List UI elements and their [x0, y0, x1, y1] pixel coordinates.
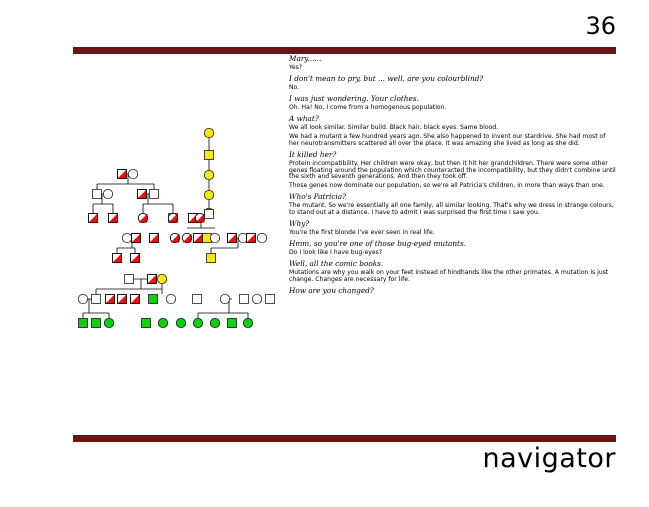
pedigree-male — [150, 234, 159, 243]
page-number: 36 — [585, 12, 616, 40]
pedigree-female — [122, 233, 131, 242]
footer-rule — [73, 435, 616, 442]
dialogue-question: A what? — [289, 113, 319, 123]
pedigree-female — [78, 294, 87, 303]
dialogue-answer: Do I look like I have bug-eyes? — [289, 248, 383, 256]
dialogue-answer: You're the first blonde I've ever seen in real life. — [289, 228, 435, 236]
pedigree-female — [157, 274, 166, 283]
pedigree-female — [158, 318, 167, 327]
pedigree-male — [150, 190, 159, 199]
pedigree-female — [243, 318, 252, 327]
pedigree-female — [166, 294, 175, 303]
pedigree-male — [93, 190, 102, 199]
dialogue-question: Who's Patricia? — [289, 191, 347, 201]
pedigree-female — [252, 294, 261, 303]
brand-wordmark: navigator — [482, 443, 616, 474]
dialogue-question: How are you changed? — [289, 285, 374, 295]
dialogue-answer: Those genes now dominate our population, so we're all Patricia's children, in more than ways than one. — [289, 182, 605, 190]
pedigree-female — [168, 213, 177, 222]
pedigree-female — [128, 169, 137, 178]
header-rule — [73, 47, 616, 54]
pedigree-female — [220, 294, 229, 303]
pedigree-female — [176, 318, 185, 327]
dialogue-question: Well, all the comic books. — [289, 258, 384, 268]
pedigree-male — [228, 234, 237, 243]
dialogue-question: Why? — [289, 218, 310, 228]
pedigree-female — [204, 128, 213, 137]
pedigree-male — [205, 151, 214, 160]
pedigree-male — [106, 295, 115, 304]
dialogue-answer: The mutant. So we're essentially all one family, all similar looking. That's why we dress in strange colours, to stand out at a distance. I have to admit I was surprised the first time I saw you. — [289, 202, 614, 216]
pedigree-male — [113, 254, 122, 263]
dialogue-question: Mary...... — [289, 54, 322, 63]
pedigree-male — [89, 214, 98, 223]
dialogue-answer: Oh. Ha! No, I come from a homogenous population. — [289, 104, 447, 112]
dialogue-answer: Yes? — [289, 64, 303, 72]
pedigree-male — [131, 254, 140, 263]
pedigree-male — [193, 295, 202, 304]
pedigree-male — [125, 275, 134, 284]
pedigree-male — [148, 275, 157, 284]
pedigree-male — [240, 295, 249, 304]
pedigree-female — [182, 233, 191, 242]
pedigree-male — [109, 214, 118, 223]
dialogue-question: I don't mean to pry, but ... well, are you colourblind? — [289, 73, 484, 83]
pedigree-female — [193, 318, 202, 327]
pedigree-female — [210, 318, 219, 327]
dialogue-question: I was just wondering. Your clothes. — [289, 93, 419, 103]
dialogue-question: Hmm, so you're one of those bug-eyed mutants. — [289, 238, 467, 248]
pedigree-male — [247, 234, 256, 243]
dialogue-answer: We all look similar. Similar build. Black hair, black eyes. Same blood. — [289, 124, 499, 132]
dialogue-question: It killed her? — [289, 149, 337, 159]
pedigree-male — [207, 254, 216, 263]
pedigree-female — [204, 170, 213, 179]
pedigree-male — [131, 295, 140, 304]
pedigree-male — [205, 210, 214, 219]
pedigree-male — [79, 319, 88, 328]
pedigree-male — [138, 190, 147, 199]
pedigree-male — [149, 295, 158, 304]
pedigree-female — [210, 233, 219, 242]
pedigree-female — [104, 318, 113, 327]
pedigree-male — [266, 295, 275, 304]
dialogue-answer: We had a mutant a few hundred years ago. She also happened to invent our stardrive. She had most of her neurotransmitters scattered all over the place. It was amazing she lived as long as she did. — [289, 132, 606, 147]
dialogue-text — [289, 54, 616, 297]
pedigree-female — [138, 213, 147, 222]
pedigree-male — [142, 319, 151, 328]
pedigree-female — [204, 190, 213, 199]
pedigree-male — [118, 295, 127, 304]
pedigree-male — [92, 295, 101, 304]
pedigree-male — [92, 319, 101, 328]
pedigree-male — [118, 170, 127, 179]
pedigree-chart — [75, 125, 275, 335]
pedigree-female — [257, 233, 266, 242]
pedigree-female — [103, 189, 112, 198]
pedigree-male — [132, 234, 141, 243]
pedigree-male — [228, 319, 237, 328]
pedigree-male — [194, 234, 203, 243]
dialogue-answer: No. — [289, 84, 300, 92]
dialogue-answer: Protein incompatibility. Her children were okay, but then it hit her grandchildren. There were some other genes floating around the population which counteracted the incompatibility, but they didn't combine until the sixth and seventh generations. And then they took off. — [289, 159, 616, 181]
dialogue-answer: Mutations are why you walk on your feet instead of hindhands like the other primates. A mutation is just change. Changes are necessary for life. — [289, 268, 609, 283]
pedigree-female — [170, 233, 179, 242]
pedigree-female — [195, 213, 204, 222]
